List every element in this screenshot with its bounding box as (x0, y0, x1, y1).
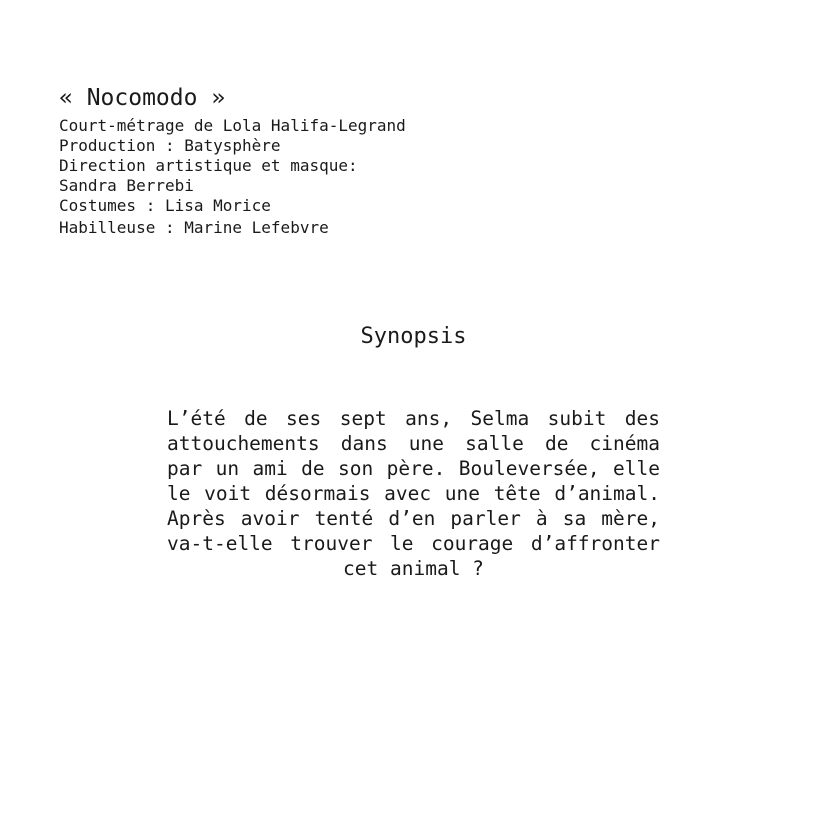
film-title: « Nocomodo » (59, 85, 226, 111)
credit-director: Court-métrage de Lola Halifa-Legrand (59, 116, 406, 135)
synopsis-heading: Synopsis (360, 324, 467, 349)
credits-block (59, 84, 619, 238)
synopsis-paragraph: L’été de ses sept ans, Selma subit des attouchements dans une salle de cinéma par un ami de son père. Bouleversée, elle le voit désormais avec une tête d’animal. Après avoir tenté d’en parler à sa mère, va-t-elle trouver le courage d’affronter cet animal ? (167, 407, 660, 580)
credit-costumes: Costumes : Lisa Morice (59, 196, 271, 215)
credit-art-direction: Direction artistique et masque: (59, 156, 358, 175)
credit-production: Production : Batysphère (59, 136, 281, 155)
credit-art-direction-name: Sandra Berrebi (59, 176, 194, 195)
credit-dresser: Habilleuse : Marine Lefebvre (59, 218, 329, 237)
